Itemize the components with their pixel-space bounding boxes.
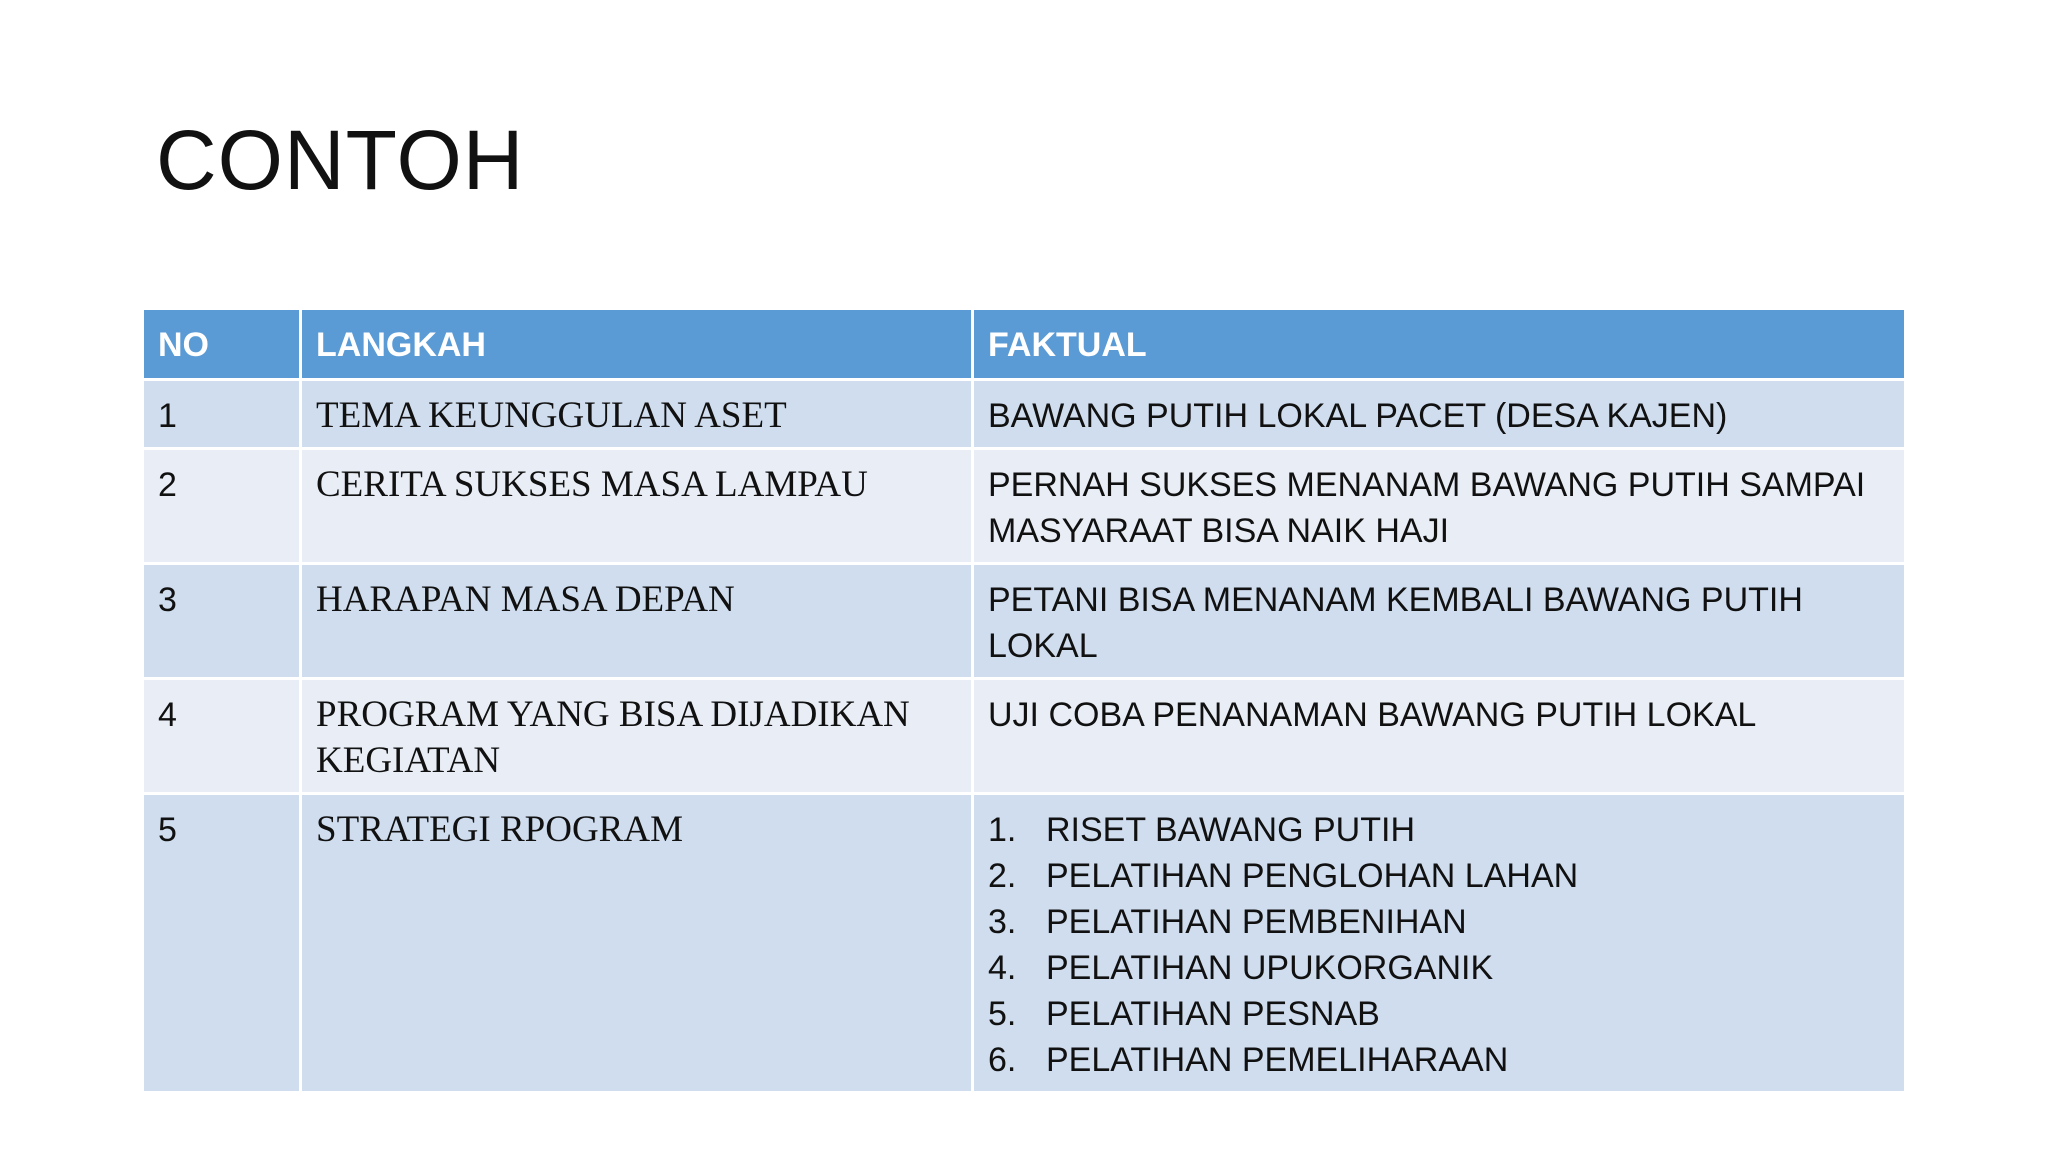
slide-title: CONTOH	[156, 113, 525, 207]
cell-faktual: PETANI BISA MENANAM KEMBALI BAWANG PUTIH LOKAL	[973, 564, 1906, 679]
strategy-list-item	[988, 991, 1890, 1037]
list-number: 4.	[988, 949, 1017, 987]
strategy-list-item	[988, 853, 1890, 899]
list-number: 2.	[988, 857, 1017, 895]
list-text: PELATIHAN PESNAB	[1046, 995, 1380, 1033]
table-row	[143, 380, 1906, 449]
cell-no: 3	[143, 564, 301, 679]
table-row	[143, 679, 1906, 794]
cell-faktual: UJI COBA PENANAMAN BAWANG PUTIH LOKAL	[973, 679, 1906, 794]
cell-langkah: CERITA SUKSES MASA LAMPAU	[301, 449, 973, 564]
cell-no: 1	[143, 380, 301, 449]
cell-no: 2	[143, 449, 301, 564]
list-number: 3.	[988, 903, 1017, 941]
strategy-list-item	[988, 1037, 1890, 1083]
list-text: PELATIHAN UPUKORGANIK	[1046, 949, 1494, 987]
cell-langkah: STRATEGI RPOGRAM	[301, 794, 973, 1093]
cell-faktual-list	[973, 794, 1906, 1093]
list-text: PELATIHAN PEMBENIHAN	[1046, 903, 1467, 941]
cell-faktual: BAWANG PUTIH LOKAL PACET (DESA KAJEN)	[973, 380, 1906, 449]
list-number: 1.	[988, 811, 1017, 849]
cell-no: 5	[143, 794, 301, 1093]
cell-langkah: PROGRAM YANG BISA DIJADIKAN KEGIATAN	[301, 679, 973, 794]
list-text: PELATIHAN PENGLOHAN LAHAN	[1046, 857, 1579, 895]
list-number: 6.	[988, 1041, 1017, 1079]
cell-langkah: TEMA KEUNGGULAN ASET	[301, 380, 973, 449]
strategy-list-item	[988, 945, 1890, 991]
header-faktual: FAKTUAL	[973, 309, 1906, 380]
cell-no: 4	[143, 679, 301, 794]
strategy-list-item	[988, 899, 1890, 945]
table-row	[143, 564, 1906, 679]
list-text: PELATIHAN PEMELIHARAAN	[1046, 1041, 1509, 1079]
list-number: 5.	[988, 995, 1017, 1033]
table-header-row	[143, 309, 1906, 380]
strategy-list-item	[988, 807, 1890, 853]
header-langkah: LANGKAH	[301, 309, 973, 380]
table-row	[143, 449, 1906, 564]
list-text: RISET BAWANG PUTIH	[1046, 811, 1416, 849]
cell-langkah: HARAPAN MASA DEPAN	[301, 564, 973, 679]
table-row	[143, 794, 1906, 1093]
cell-faktual: PERNAH SUKSES MENANAM BAWANG PUTIH SAMPAI MASYARAAT BISA NAIK HAJI	[973, 449, 1906, 564]
header-no: NO	[143, 309, 301, 380]
strategy-list	[988, 807, 1890, 1083]
steps-table	[141, 307, 1907, 1094]
